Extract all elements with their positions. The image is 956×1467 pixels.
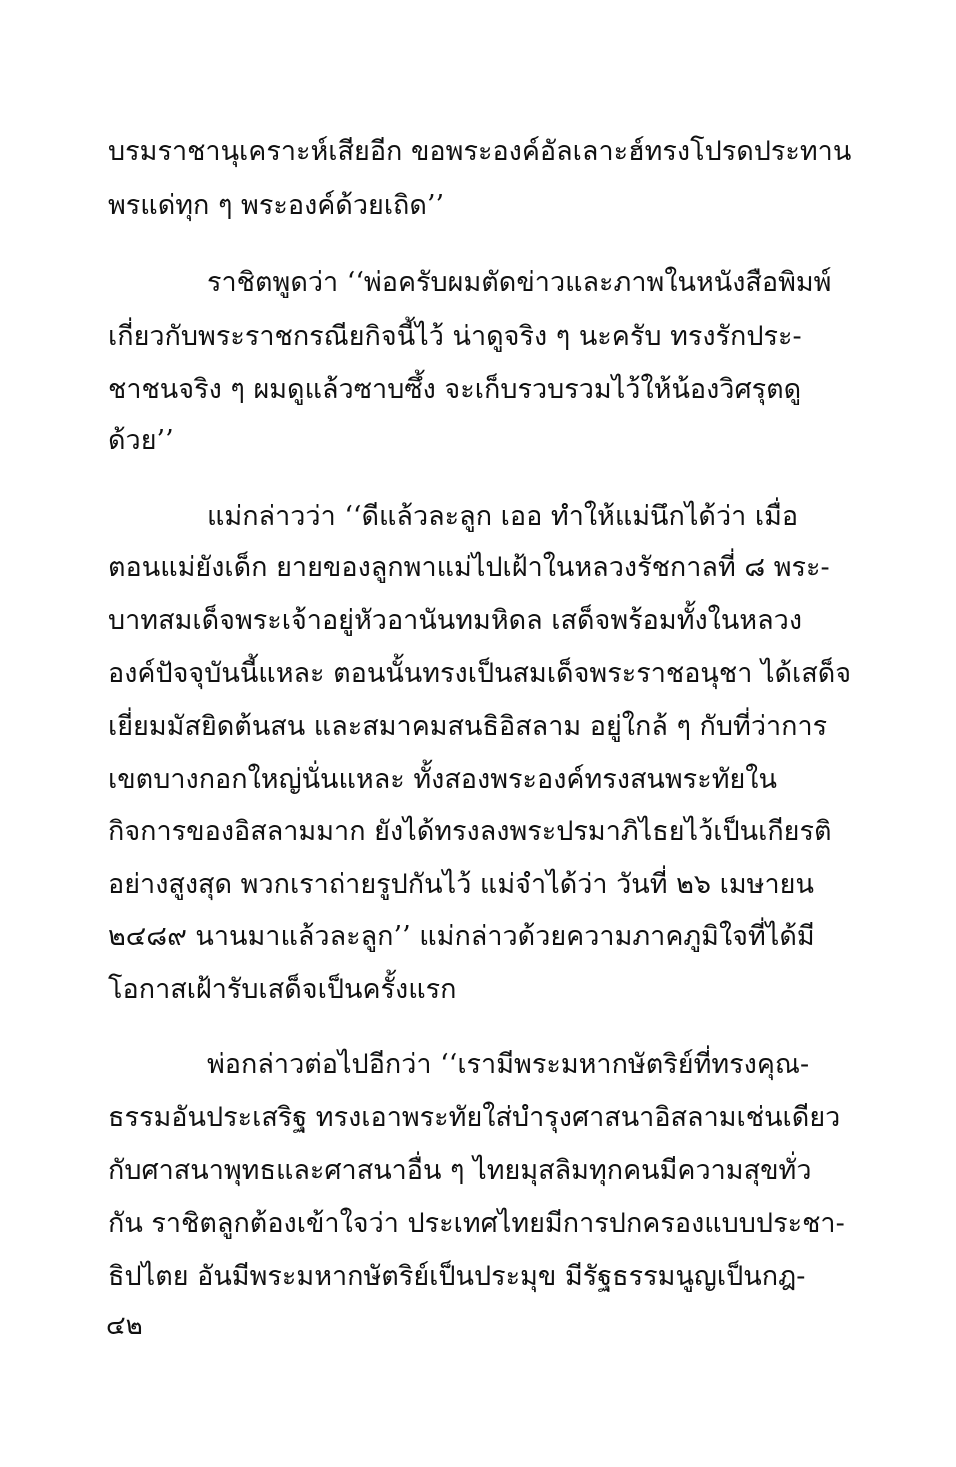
text-line: ด้วย’’ bbox=[108, 425, 174, 456]
text-line: เกี่ยวกับพระราชกรณียกิจนี้ไว้ น่าดูจริง ๆ นะครับ ทรงรักประ- bbox=[108, 321, 802, 352]
text-line: กับศาสนาพุทธและศาสนาอื่น ๆ ไทยมุสลิมทุกคนมีความสุขทั่ว bbox=[108, 1155, 812, 1186]
text-line: บรมราชานุเคราะห์เสียอีก ขอพระองค์อัลเลาะฮ์ทรงโปรดประทาน bbox=[108, 136, 852, 167]
text-line: เขตบางกอกใหญ่นั่นแหละ ทั้งสองพระองค์ทรงสนพระทัยใน bbox=[108, 764, 777, 795]
text-line: ธิปไตย อันมีพระมหากษัตริย์เป็นประมุข มีรัฐธรรมนูญเป็นกฎ- bbox=[108, 1261, 806, 1292]
text-line: เยี่ยมมัสยิดต้นสน และสมาคมสนธิอิสลาม อยู่ใกล้ ๆ กับที่ว่าการ bbox=[108, 711, 828, 742]
text-line: กัน ราชิตลูกต้องเข้าใจว่า ประเทศไทยมีการปกครองแบบประชา- bbox=[108, 1208, 845, 1239]
text-line: กิจการของอิสลามมาก ยังได้ทรงลงพระปรมาภิไธยไว้เป็นเกียรติ bbox=[108, 816, 832, 847]
text-line: พ่อกล่าวต่อไปอีกว่า ‘‘เรามีพระมหากษัตริย์ที่ทรงคุณ- bbox=[207, 1049, 810, 1080]
text-line: พรแด่ทุก ๆ พระองค์ด้วยเถิด’’ bbox=[108, 190, 445, 221]
text-line: ราชิตพูดว่า ‘‘พ่อครับผมตัดข่าวและภาพในหนังสือพิมพ์ bbox=[207, 267, 832, 298]
text-line: โอกาสเฝ้ารับเสด็จเป็นครั้งแรก bbox=[108, 974, 457, 1005]
text-line: ๒๔๘๙ นานมาแล้วละลูก’’ แม่กล่าวด้วยความภาคภูมิใจที่ได้มี bbox=[108, 921, 815, 952]
text-line: ธรรมอันประเสริฐ ทรงเอาพระทัยใส่บำรุงศาสนาอิสลามเช่นเดียว bbox=[108, 1102, 841, 1133]
text-line: ตอนแม่ยังเด็ก ยายของลูกพาแม่ไปเฝ้าในหลวงรัชกาลที่ ๘ พระ- bbox=[108, 552, 830, 583]
text-line: อย่างสูงสุด พวกเราถ่ายรูปกันไว้ แม่จำได้ว่า วันที่ ๒๖ เมษายน bbox=[108, 869, 814, 900]
page-number: ๔๒ bbox=[106, 1311, 143, 1341]
text-line: บาทสมเด็จพระเจ้าอยู่หัวอานันทมหิดล เสด็จพร้อมทั้งในหลวง bbox=[108, 605, 802, 636]
text-line: องค์ปัจจุบันนี้แหละ ตอนนั้นทรงเป็นสมเด็จพระราชอนุชา ได้เสด็จ bbox=[108, 658, 852, 689]
text-line: ชาชนจริง ๆ ผมดูแล้วซาบซึ้ง จะเก็บรวบรวมไว้ให้น้องวิศรุตดู bbox=[108, 374, 802, 405]
text-line: แม่กล่าวว่า ‘‘ดีแล้วละลูก เออ ทำให้แม่นึกได้ว่า เมื่อ bbox=[207, 501, 799, 532]
